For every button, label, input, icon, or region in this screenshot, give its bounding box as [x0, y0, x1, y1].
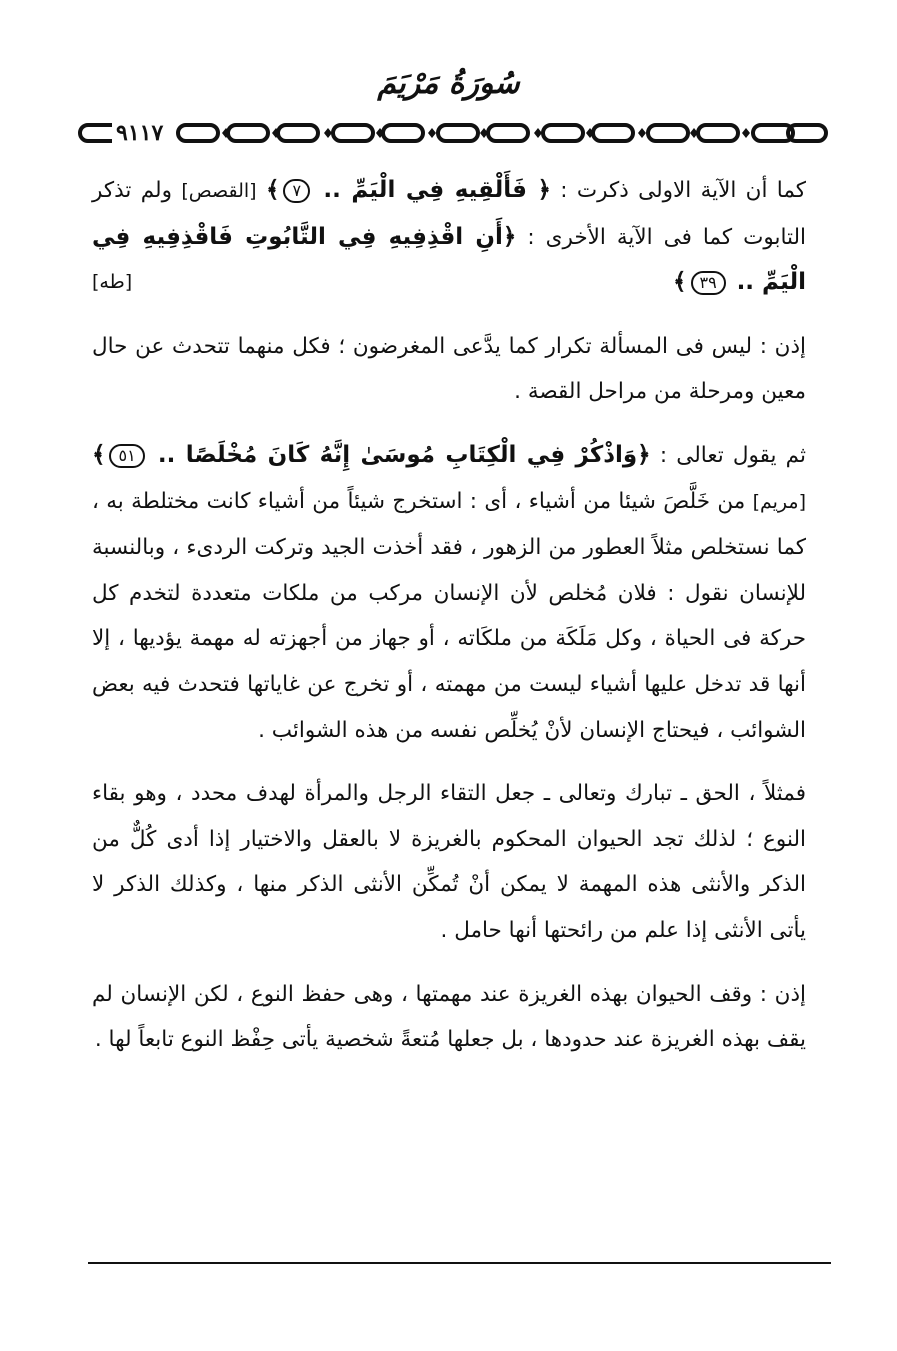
ayah-number-badge: ٣٩ [691, 271, 726, 295]
paragraph-4: فمثلاً ، الحق ـ تبارك وتعالى ـ جعل التقاء الرجل والمرأة لهدف محدد ، وهو بقاء النوع ؛ لذلك تجد الحيوان المحكوم بالغريزة لا بالعقل والاختيار إذا أدى كُلٌّ من الذكر والأنثى هذه المهمة لا يمكن أنْ تُمكِّن الأنثى الذكر منها ، وكذلك الذكر لا يأتى الأنثى إذا علم من رائحتها أنها حامل . [92, 781, 806, 943]
paragraph-1 [92, 168, 806, 306]
paragraph-3-text: من خَلَّصَ شيئا من أشياء ، أى : استخرج شيئاً من أشياء كانت مختلطة به ، كما نستخلص مثلاً العطور من الزهور ، فقد أخذت الجيد وتركت الردىء ، وبالنسبة للإنسان نقول : فلان مُخلص لأن الإنسان مركب من ملكات متعددة لتخدم كل حركة فى الحياة ، وكل مَلَكَة من ملكَاته ، أو جهاز من أجهزته له مهمة يؤديها ، إلا أنها قد تدخل عليها أشياء ليست من مهمته ، أو تخرج عن غاياتها فتحدث فيه بعض الشوائب ، فيحتاج الإنسان لأنْ يُخلِّص نفسه من هذه الشوائب . [92, 488, 806, 743]
page-number: ٩١١٧ [112, 118, 167, 148]
quran-verse-qasas: ﴿ فَأَلْقِيهِ فِي الْيَمِّ .. [323, 177, 551, 203]
quran-verse-maryam: ﴿وَاذْكُرْ فِي الْكِتَابِ مُوسَىٰ إِنَّهُ كَانَ مُخْلَصًا .. [157, 441, 651, 468]
footer-divider [88, 1262, 831, 1264]
ayah-number-badge: ٥١ [109, 444, 144, 468]
paragraph-1-line2: ولم تذكر التابوت كما فى الآية الأخرى : [92, 178, 807, 250]
verse-close-bracket: ﴾ [265, 177, 280, 203]
paragraph-2: إذن : ليس فى المسألة تكرار كما يدَّعى المغرضون ؛ فكل منهما تتحدث عن حال معين ومرحلة من مراحل القصة . [92, 333, 806, 405]
surah-reference: [مريم] [752, 490, 806, 513]
surah-reference: [طه] [92, 271, 133, 294]
paragraph-3-intro: ثم يقول تعالى : [659, 442, 806, 468]
page-body [92, 168, 806, 1063]
paragraph-1-intro: كما أن الآية الاولى ذكرت : [560, 178, 807, 203]
decorative-chain-border [78, 118, 830, 148]
surah-title: سُورَةُ مَرْيَمَ [377, 66, 520, 101]
ayah-number-badge: ٧ [283, 179, 310, 203]
surah-reference: [القصص] [181, 180, 257, 202]
paragraph-5: إذن : وقف الحيوان بهذه الغريزة عند مهمتها ، وهى حفظ النوع ، لكن الإنسان لم يقف بهذه الغريزة عند حدودها ، بل جعلها مُتعةً شخصية يأتى حِفْظ النوع تابعاً لها . [92, 981, 806, 1053]
paragraph-3 [92, 433, 806, 753]
verse-close-bracket: ﴾ [673, 269, 687, 296]
quran-verse-taha: ﴿أَنِ اقْذِفِيهِ فِي التَّابُوتِ فَاقْذِفِيهِ فِي الْيَمِّ .. [92, 223, 806, 296]
verse-close-bracket: ﴾ [92, 441, 106, 468]
